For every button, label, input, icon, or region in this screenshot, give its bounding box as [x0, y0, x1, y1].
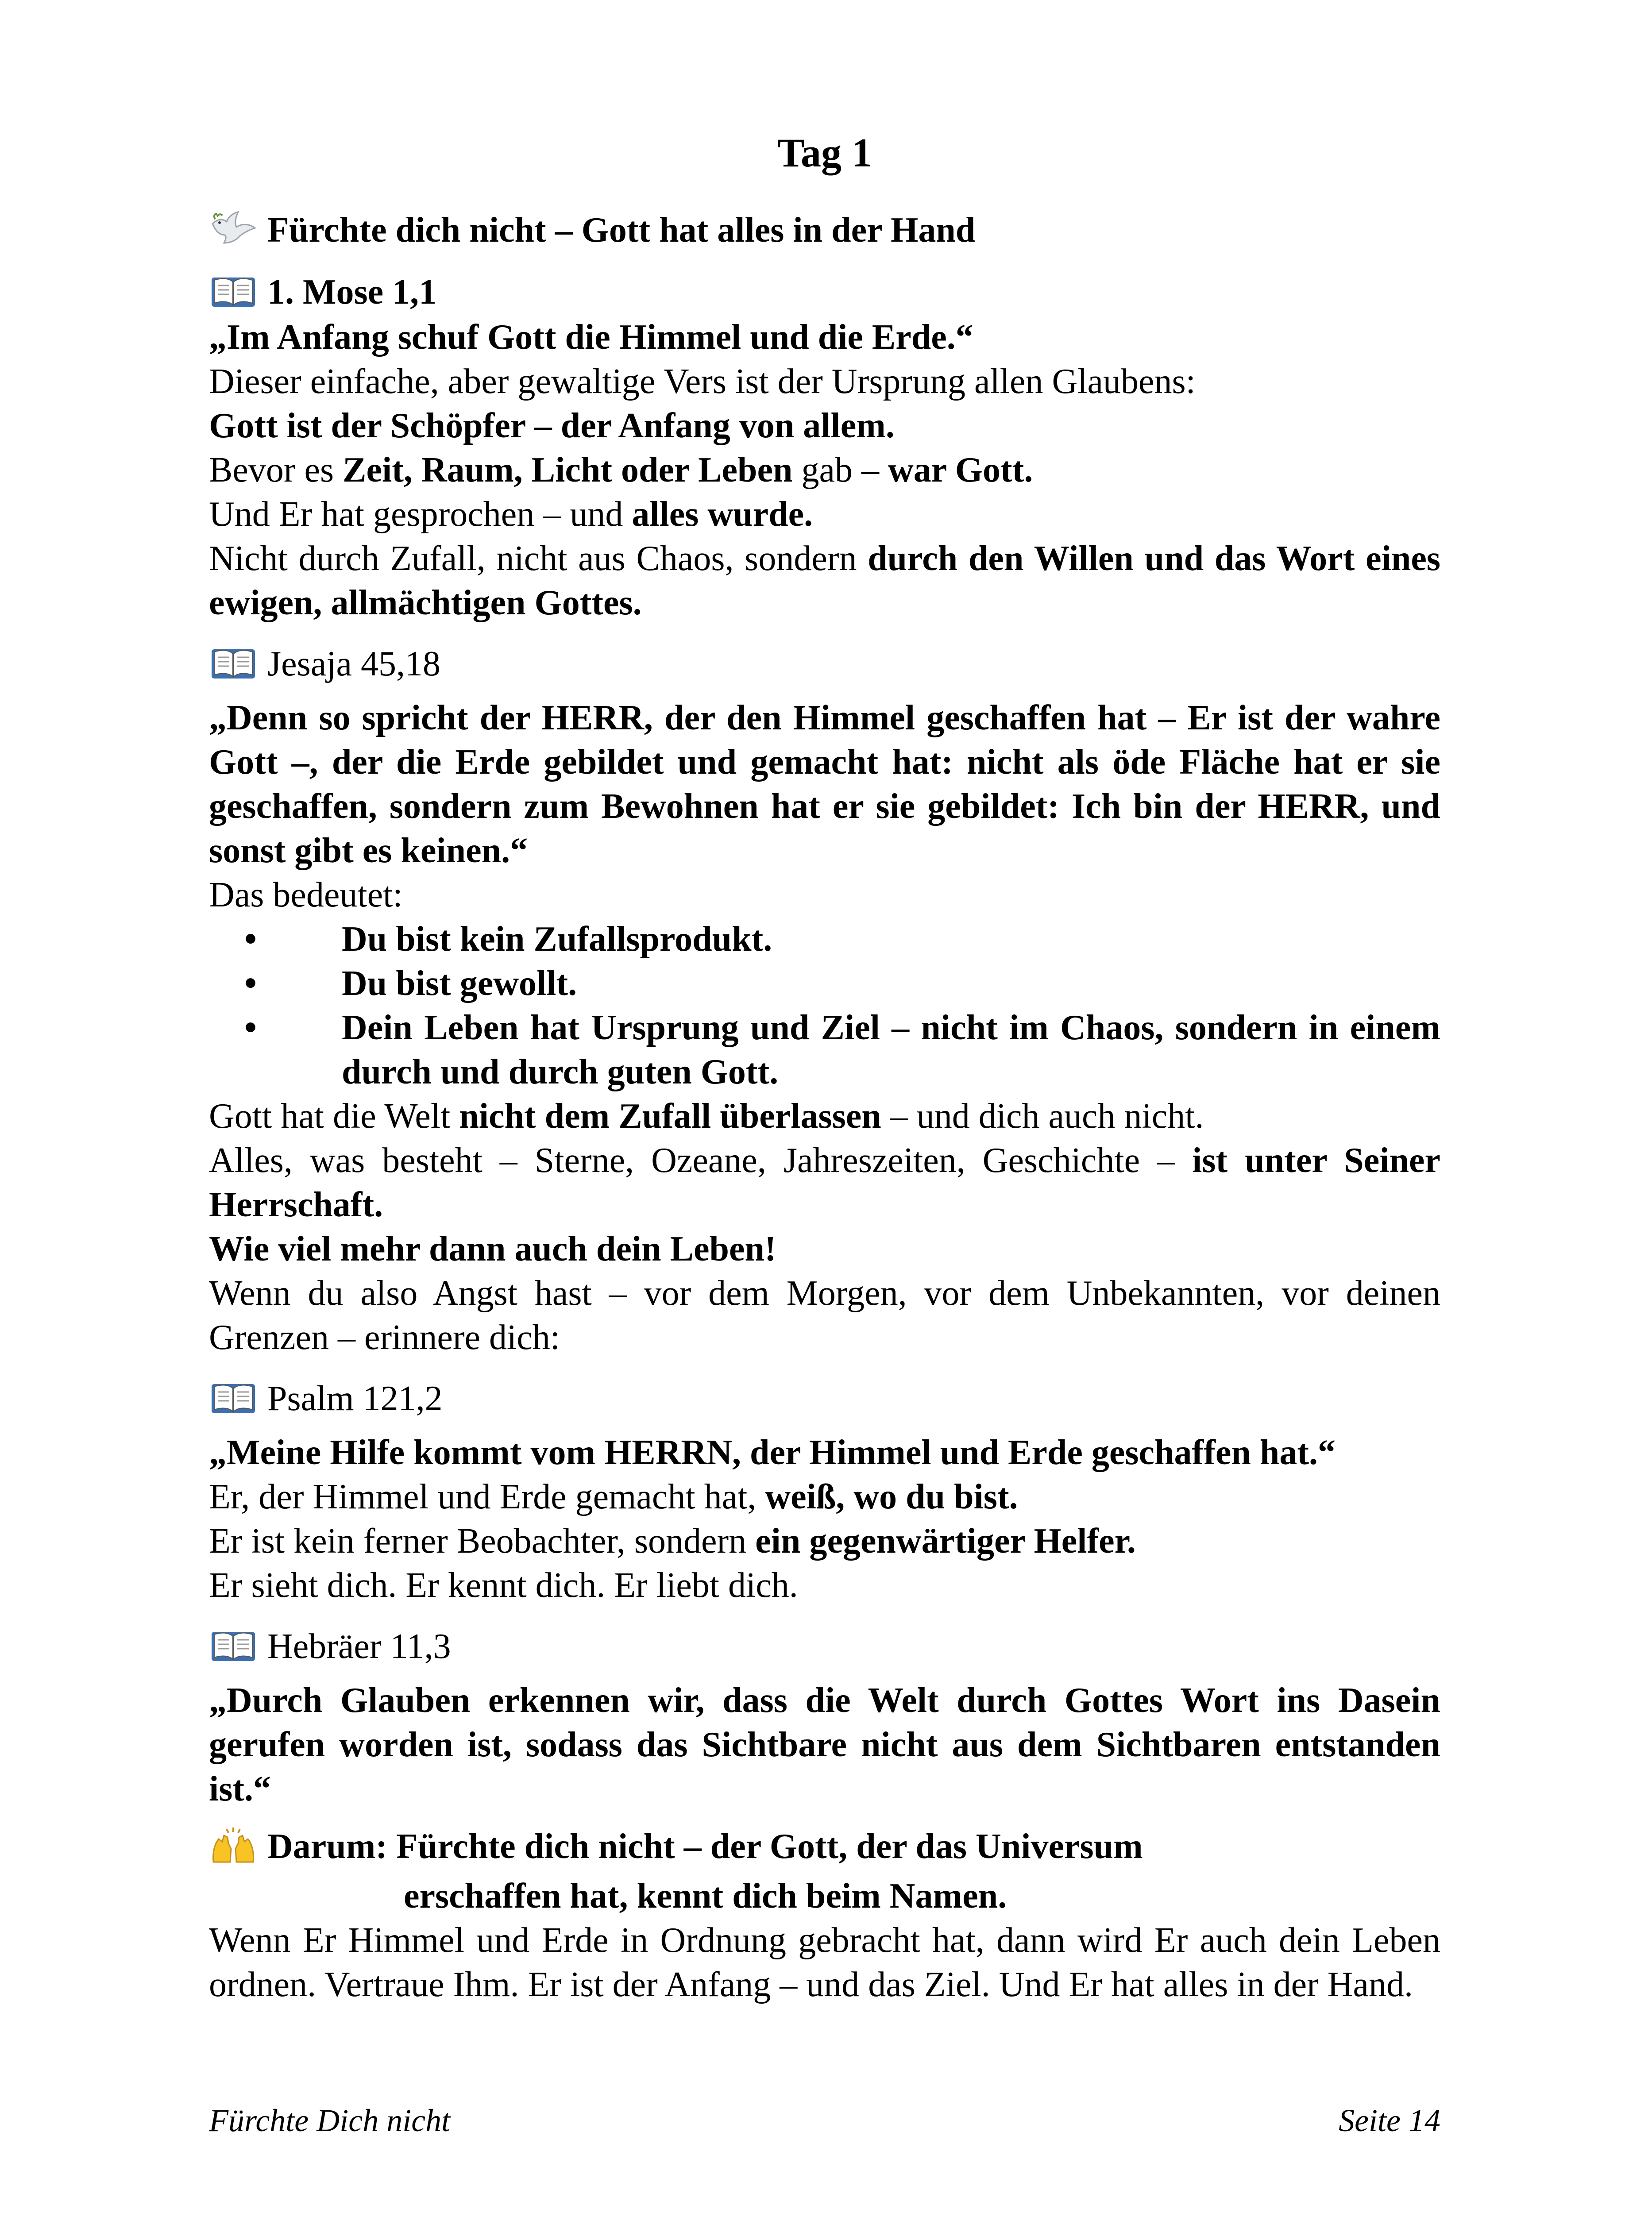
paragraph: Gott hat die Welt nicht dem Zufall überlassen – und dich auch nicht.	[209, 1097, 1204, 1136]
open-book-icon	[209, 272, 258, 312]
page-number: Seite 14	[1339, 2103, 1440, 2138]
paragraph: Er ist kein ferner Beobachter, sondern ein gegenwärtiger Helfer.	[209, 1522, 1136, 1561]
page-content	[209, 128, 1440, 2007]
bible-reference-text: 1. Mose 1,1	[267, 273, 437, 312]
bible-quote: „Durch Glauben erkennen wir, dass die Welt durch Gottes Wort ins Dasein gerufen worden ist, sodass das Sichtbare nicht aus dem Sichtbaren entstanden ist.“	[209, 1681, 1440, 1808]
bible-quote: „Meine Hilfe kommt vom HERRN, der Himmel und Erde geschaffen hat.“	[209, 1433, 1335, 1472]
conclusion-line-2: erschaffen hat, kennt dich beim Namen.	[404, 1877, 1007, 1916]
bible-reference	[209, 642, 1440, 686]
bible-reference	[209, 1376, 1440, 1421]
paragraph: Und Er hat gesprochen – und alles wurde.	[209, 495, 813, 534]
bible-reference-text: Jesaja 45,18	[267, 644, 441, 683]
closing-paragraph: Wenn Er Himmel und Erde in Ordnung gebracht hat, dann wird Er auch dein Leben ordnen. Vertraue Ihm. Er ist der Anfang – und das Ziel. Und Er hat alles in der Hand.	[209, 1921, 1440, 2004]
bible-quote: „Im Anfang schuf Gott die Himmel und die Erde.“	[209, 318, 973, 357]
section-heading-text: Fürchte dich nicht – Gott hat alles in der Hand	[267, 211, 976, 250]
footer-title: Fürchte Dich nicht	[209, 2103, 451, 2138]
bible-reference	[209, 1624, 1440, 1669]
conclusion-heading	[209, 1824, 1440, 1869]
list-item: • Dein Leben hat Ursprung und Ziel – nicht im Chaos, sondern in einem durch und durch guten Gott.	[244, 1008, 1440, 1091]
paragraph: Er, der Himmel und Erde gemacht hat, weiß, wo du bist.	[209, 1477, 1018, 1516]
bible-quote: „Denn so spricht der HERR, der den Himmel geschaffen hat – Er ist der wahre Gott –, der die Erde gebildet und gemacht hat: nicht als öde Fläche hat er sie geschaffen, sondern zum Bewohnen hat er sie gebildet: Ich bin der HERR, und sonst gibt es keinen.“	[209, 698, 1440, 870]
raising-hands-icon	[209, 1827, 258, 1866]
paragraph: Alles, was besteht – Sterne, Ozeane, Jahreszeiten, Geschichte – ist unter Seiner Herrschaft.	[209, 1141, 1440, 1224]
paragraph: Wenn du also Angst hast – vor dem Morgen, vor dem Unbekannten, vor deinen Grenzen – erinnere dich:	[209, 1274, 1440, 1357]
list-item: • Du bist gewollt.	[244, 964, 577, 1003]
paragraph: Bevor es Zeit, Raum, Licht oder Leben gab – war Gott.	[209, 451, 1033, 490]
open-book-icon	[209, 1379, 258, 1419]
bible-reference-text: Hebräer 11,3	[267, 1627, 451, 1666]
paragraph: Dieser einfache, aber gewaltige Vers ist der Ursprung allen Glaubens:	[209, 362, 1196, 401]
paragraph: Nicht durch Zufall, nicht aus Chaos, sondern durch den Willen und das Wort eines ewigen, allmächtigen Gottes.	[209, 539, 1441, 622]
page-footer	[209, 2102, 1440, 2139]
list-item: • Du bist kein Zufallsprodukt.	[244, 920, 772, 959]
dove-icon	[209, 210, 258, 250]
section-heading	[209, 208, 1440, 252]
open-book-icon	[209, 644, 258, 684]
page-title: Tag 1	[777, 130, 872, 175]
conclusion-line-1: Darum: Fürchte dich nicht – der Gott, der das Universum	[267, 1827, 1143, 1866]
paragraph: Wie viel mehr dann auch dein Leben!	[209, 1230, 776, 1268]
bible-reference	[209, 270, 1440, 314]
paragraph: Er sieht dich. Er kennt dich. Er liebt dich.	[209, 1566, 798, 1605]
bullet-list	[209, 917, 1440, 1094]
paragraph: Gott ist der Schöpfer – der Anfang von allem.	[209, 406, 895, 445]
open-book-icon	[209, 1627, 258, 1666]
paragraph: Das bedeutet:	[209, 875, 403, 914]
bible-reference-text: Psalm 121,2	[267, 1379, 443, 1418]
